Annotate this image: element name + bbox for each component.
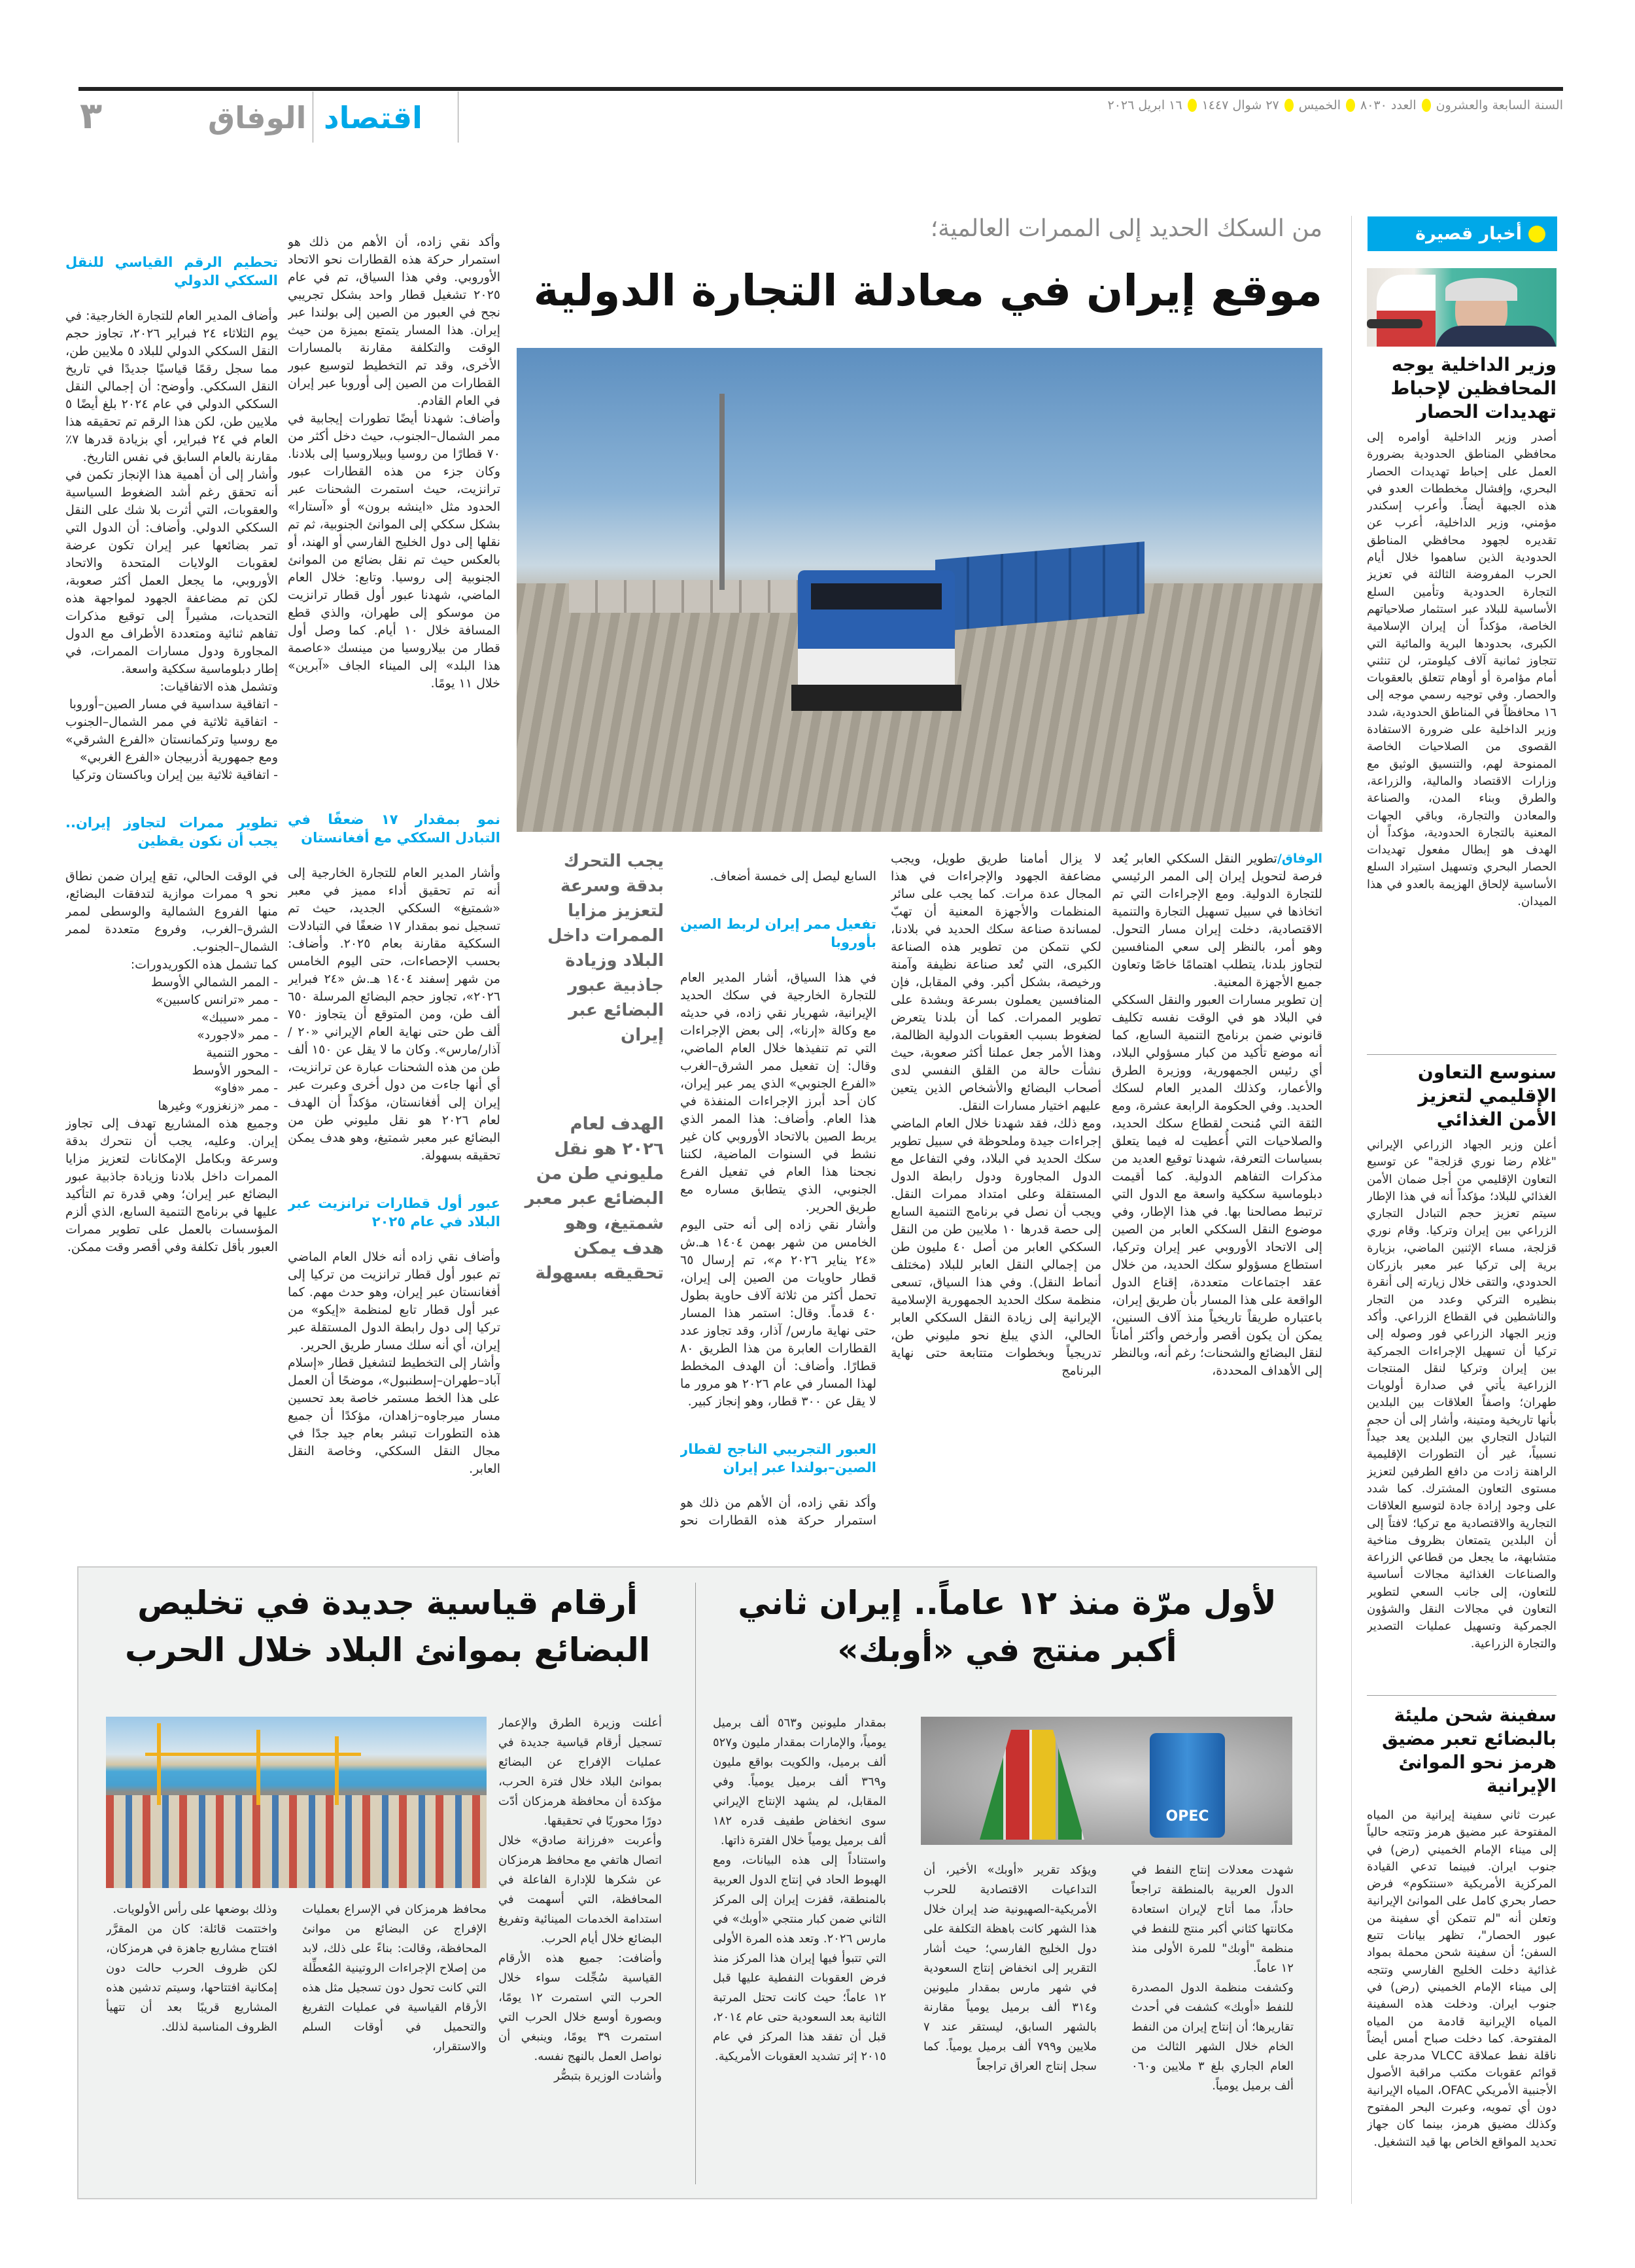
ports-column: محافظ هرمزكان في الإسراع بعمليات الإفراج عن البضائع من موانئ المحافظة، وقالت: بناءً على ذلك، لابد من إصلاح الإجراءات الروتينية المُعطِّلة التي كانت تحول دون تسجيل مثل هذه الأرقام القياسية في عمليات التفريغ والتحميل في أوقات السلم والاستقرار،: [302, 1902, 487, 2053]
meta-date: ١٦ ابريل ٢٠٢٦: [1107, 98, 1182, 112]
meta-year: السنة السابعة والعشرون: [1436, 98, 1563, 112]
pull-quote: يجب التحرك بدقة وسرعة لتعزيز مزايا الممرات داخل البلاد وزيادة جاذبية عبور البضائع عبر إيران: [547, 851, 664, 1045]
byline: الوفاق/: [1277, 851, 1322, 866]
news-body: أعلن وزير الجهاد الزراعي الإيراني "غلام رضا نوري قزلجة" عن توسيع التعاون الإقليمي من أجل ضمان الأمن الغذائي للبلاد؛ مؤكداً أنه في هذا الإطار سيتم تعزيز حجم التبادل التجاري الزراعي بين إيران وتركيا. وقام نوري قزلجة، مساء الإثنين الماضي، بزيارة برية إلى تركيا عبر معبر بازركان الحدودي، والتقى خلال زيارته إلى أنقرة بنظيره التركي وعدد من التجار والناشطين في القطاع الزراعي. وأكد وزير الجهاد الزراعي فور وصوله إلى تركيا أن تسهيل الإجراءات الجمركية بين إيران وتركيا لنقل المنتجات الزراعية يأتي في صدارة أولويات طهران؛ واصفاً العلاقات بين البلدين بأنها تاريخية ومتينة، وأشار إلى أن حجم التبادل التجاري بين البلدين يعد جيداً نسبياً، غير أن التطورات الإقليمية الراهنة زادت من دافع الطرفين لتعزيز مستوى التعاون المشترك. كما شدد على وجود إرادة جادة لتوسيع العلاقات التجارية والاقتصادية مع تركيا؛ لافتاً إلى أن البلدين يتمتعان بظروف مناخية متشابهة، ما يجعل من قطاعي الزراعة والصناعات الغذائية مجالات أساسية للتعاون، إلى جانب السعي لتطوير التعاون في مجالات النقل والشؤون الجمركية وتسهيل عمليات التصدير والتجارة الزراعية.: [1367, 1138, 1557, 1651]
column-text: السابع ليصل إلى خمسة أضعاف.: [710, 869, 876, 884]
column-text: تطوير النقل السككي العابر يُعد فرصة لتحويل إيران إلى الممر الرئيسي للتجارة الدولية. ومع الإجراءات التي تم اتخاذها في سبيل تسهيل التجارة والتنمية الاقتصادية، دخلت إيران مسار التحول. وهو أمر، بالنظر إلى سعي المنافسين لتجاوز بلدنا، يتطلب اهتمامًا خاصًا وتعاون جميع الأجهزة المعنية. إن تطوير مسارات العبور والنقل السككي في البلاد هو في الوقت نفسه تكليف قانوني ضمن برنامج التنمية السابع، كما أنه موضع تأكيد من كبار مسؤولي البلاد، أي رئيس الجمهورية، ووزيرة الطرق والأعمار، وكذلك المدير العام لسكك الحديد. وفي الحكومة الرابعة عشرة، ومع الثقة التي مُنحت لقطاع سكك الحديد، والصلاحيات التي أُعطيت له فيما يتعلق بسياسات التعرفة، شهدنا توقيع العديد من مذكرات التفاهم الدولية. كما أقيمت دبلوماسية سككية واسعة مع الدول التي ترتبط مصالحنا بها. في هذا الإطار، وفي موضوع النقل السككي العابر من الصين إلى الاتحاد الأوروبي عبر إيران وتركيا، استطاع مسؤولو سكك الحديد، من خلال عقد اجتماعات متعددة، إقناع الدول الواقعة على هذا المسار بأن طريق إيران، باعتباره طريقاً تاريخياً منذ آلاف السنين، يمكن أن يكون أقصر وأرخص وأكثر أماناً لنقل البضائع والشحنات؛ رغم أنه، وبالنظر إلى الأهداف المحددة،: [1112, 851, 1322, 1378]
issue-meta: [1108, 98, 1563, 112]
section-text: وأكد نقي زاده، أن الأهم من ذلك هو استمرار حركة هذه القطارات نحو الاتحاد الأوروبي. وفي هذا السياق، تم في عام ٢٠٢٥ تشغيل قطار واحد بشكل تجريبي نجح في العبور من الصين إلى بولندا عبر إيران. هذا المسار يتمتع بميزة من حيث الوقت والتكلفة مقارنة بالمسارات الأخرى، وقد تم التخطيط لتوسيع عبور القطارات من الصين إلى أوروبا عبر إيران في العام القادم. وأضاف: شهدنا أيضًا تطورات إيجابية في ممر الشمال–الجنوب، حيث دخل أكثر من ٧٠ قطارًا من روسيا وبيلاروسيا إلى بلادنا. وكان جزء من هذه القطارات عبور ترانزيت، حيث استمرت الشحنات عبر الحدود مثل «اينشه برون» أو «آستارا» بشكل سككي إلى الموانئ الجنوبية، ثم تم نقلها إلى دول الخليج الفارسي أو الهند، أو بالعكس حيث تم نقل بضائع من الموانئ الجنوبية إلى روسيا. وتابع: خلال العام الماضي، شهدنا عبور أول قطار ترانزيت من موسكو إلى طهران، والذي قطع المسافة خلال ١٠ أيام. كما وصل أول قطار من بيلاروسيا من مينسك «عاصمة هذا البلد» إلى الميناء الجاف «آبرين» خلال ١١ يومًا.: [288, 235, 500, 691]
meta-day: الخميس: [1298, 98, 1341, 112]
article-column: [65, 216, 278, 1550]
news-item: [1367, 1704, 1557, 2197]
section-text: وأكد نقي زاده، أن الأهم من ذلك هو استمرار حركة هذه القطارات نحو: [680, 1496, 876, 1528]
panel-divider: [695, 1583, 696, 2184]
news-divider: [1367, 1054, 1557, 1055]
article-column: [288, 216, 500, 1550]
sidebar-divider: [1351, 216, 1352, 2204]
section-text: وأضاف نقي زاده أنه خلال العام الماضي تم عبور أول قطار ترانزيت من تركيا إلى أفغانستان عبر إيران، وهو حدث مهم. كما عبر أول قطار تابع لمنظمة «إيكو» من تركيا إلى دول رابطة الدول المستقلة عبر إيران، أي أنه سلك مسار طريق الحرير. وأشار إلى التخطيط لتشغيل قطار «إسلام آباد–طهران–إسطنبول»، موضحًا أن العمل على هذا الخط مستمر خاصة بعد تحسين مسار ميرجاوه–زاهدان، مؤكدًا أن جميع هذه التطورات تبشر بعام جيد جدًا في مجال النقل السككي، وخاصة النقل العابر.: [288, 1250, 500, 1476]
dot-icon: [1284, 99, 1294, 112]
pull-quote: الهدف لعام ٢٠٢٦ هو نقل مليوني طن من البضائع عبر معبر شمتيغ، وهو هدف يمكن تحقيقه بسهولة: [525, 1114, 664, 1283]
opec-barrels-photo: [921, 1717, 1292, 1845]
short-news-box: [1368, 216, 1557, 251]
meta-hijri: ٢٧ شوال ١٤٤٧: [1201, 98, 1279, 112]
section-text: وأضاف المدير العام للتجارة الخارجية: في يوم الثلاثاء ٢٤ فبراير ٢٠٢٦، تجاوز حجم النقل السككي الدولي للبلاد ٥ ملايين طن، مما سجل رقمًا قياسيًا جديدًا في تاريخ النقل السككي. وأوضح: أن إجمالي النقل السككي الدولي في عام ٢٠٢٤ بلغ أيضًا ٥ ملايين طن، لكن هذا الرقم تم تحقيقه هذا العام في ٢٤ فبراير، أي بزيادة قدرها ٧٪ مقارنة بالعام السابق في نفس التاريخ. وأشار إلى أن أهمية هذا الإنجاز تكمن في أنه تحقق رغم أشد الضغوط السياسية والعقوبات، التي أثرت بلا شك على النقل السككي الدولي. وأضاف: أن الدول التي تمر بضائعها عبر إيران تكون عرضة لعقوبات الولايات المتحدة والاتحاد الأوروبي، ما يجعل العمل أكثر صعوبة، لكن تم مضاعفة الجهود لمواجهة هذه التحديات، مشيراً إلى توقيع مذكرات تفاهم ثنائية ومتعددة الأطراف مع الدول المجاورة ودول مسارات الممرات، في إطار دبلوماسية سككية واسعة. وتشمل هذه الاتفاقيات: - اتفاقية سداسية في مسار الصين–أوروبا - اتفاقية ثلاثية في ممر الشمال–الجنوب مع روسيا وتركمانستان «الفرع الشرقي» ومع جمهورية أذربيجان «الفرع الغربي» - اتفاقية ثلاثية بين إيران وباكستان وتركيا: [65, 309, 278, 782]
article-title[interactable]: موقع إيران في معادلة التجارة الدولية: [533, 266, 1322, 316]
opec-barrel: [1150, 1733, 1225, 1838]
news-divider: [1367, 1695, 1557, 1696]
page-number: ٣: [80, 95, 103, 137]
news-body: أصدر وزير الداخلية أوامره إلى محافظي المناطق الحدودية بضرورة العمل على إحباط تهديدات الحصار البحري، وإفشال مخططات العدو في هذه الجبهة أيضاً. وأعرب إسكندر مؤمني، وزير الداخلية، أعرب عن تقديره لجهود محافظي المناطق الحدودية الذين ساهموا خلال أيام الحرب المفروضة الثالثة في تعزيز التجارة الحدودية وتأمين السلع الأساسية للبلاد عبر استثمار صلاحياتهم الخاصة، مؤكداً أن إيران الإسلامية الكبرى، بحدودها البرية والمائية التي تتجاوز ثمانية آلاف كيلومتر، لن تنثني أمام مؤامرة أو أوهام تتعلق بالعقوبات والحصار. وفي توجيه رسمي موجه إلى ١٦ محافظاً في المناطق الحدودية، شدد وزير الداخلية على ضرورة الاستفادة القصوى من الصلاحيات الخاصة الممنوحة لهم، والتنسيق الوثيق مع وزارات الاقتصاد والمالية، والزراعة، والطرق وبناء المدن، والصناعة والمعادن والتجارة، وباقي الجهات المعنية بالتجارة الحدودية، مؤكداً أن الهدف هو إبطال مفعول تهديدات الحصار البحري وتسهيل استيراد السلع الأساسية لإلحاق الهزيمة بالعدو في هذا الميدان.: [1367, 430, 1557, 909]
news-item: [1367, 1061, 1557, 1690]
opec-headline[interactable]: لأول مرّة منذ ١٢ عاماً.. إيران ثاني أكبر منتج في «أوبك»: [738, 1584, 1277, 1669]
article-column: [1112, 850, 1322, 1550]
train-photo: [517, 348, 1322, 832]
article-kicker: من السكك الحديد إلى الممرات العالمية؛: [930, 215, 1322, 242]
newspaper-logo: الوفاق: [208, 100, 307, 135]
subheading: تطوير ممرات لتجاوز إيران.. يجب أن نكون يقظين: [65, 815, 278, 849]
short-news-title: أخبار قصيرة: [1415, 224, 1522, 244]
news-item: [1367, 353, 1557, 1048]
ports-column: أعلنت وزيرة الطرق والإعمار تسجيل أرقام قياسية جديدة في عمليات الإفراج عن البضائع بموانئ البلاد خلال فترة الحرب، مؤكدة أن محافظة هرمزكان أدّت دورًا محوريًا في تحقيقها. وأعربت «فرزانة صادق» خلال اتصال هاتفي مع محافظ هرمزكان عن شكرها للإدارة الفاعلة في المحافظة، التي أسهمت في استدامة الخدمات المينائية وتفريغ البضائع خلال أيام الحرب. وأضافت: جميع هذه الأرقام القياسية سُجِّلت سواء خلال الحرب التي استمرت ١٢ يومًا، وبصورة أوسع خلال الحرب التي استمرت ٣٩ يومًا، وينبغي أن نواصل العمل بالنهج نفسه. وأشادت الوزيرة بتبصُّر: [498, 1716, 662, 2083]
news-body: عبرت ثاني سفينة إيرانية من المياه المفتوحة عبر مضيق هرمز وتتجه حالياً إلى ميناء الإمام الخميني (رض) في جنوب ايران. فبينما تدعي القيادة المركزية الأمريكية «سنتكوم» فرض حصار بحري كامل على الموانئ الإيرانية وتعلن أنه "لم تتمكن أي سفينة من عبور الحصار"، تظهر بيانات تتبع السفن؛ أن سفينة شحن محملة بمواد غذائية دخلت الخليج الفارسي وتتجه إلى ميناء الإمام الخميني (رض) في جنوب ايران. ودخلت هذه السفينة المياه الإيرانية قادمة من المياه المفتوحة. كما دخلت صباح أمس أيضاً ناقلة نفط عملاقة VLCC مدرجة على قوائم عقوبات مكتب مراقبة الأصول الأجنبية الأمريكي OFAC، المياه الإيرانية دون أي تمويه، وعبرت البحر المفتوح وكذلك مضيق هرمز، بينما كان جهاز تحديد المواقع الخاص بها قيد التشغيل.: [1367, 1808, 1557, 2149]
subheading: نمو بمقدار ١٧ ضعفًا في التبادل السككي مع أفغانستان: [288, 812, 500, 846]
subheading: تفعيل ممر إيران لربط الصين بأوروبا: [680, 916, 876, 950]
opec-column: شهدت معدلات إنتاج النفط في الدول العربية بالمنطقة تراجعاً حاداً، مما أتاح لإيران استعادة مكانتها كثاني أكبر منتج للنفط في منظمة "أوبك" للمرة الأولى منذ ١٢ عاماً. وكشفت منظمة الدول المصدرة للنفط «أوبك» كشفت في أحدث تقاريرها؛ أن إنتاج إيران من النفط الخام خلال الشهر الثالث من العام الجاري بلغ ٣ ملايين و٠٦٠ ألف برميل يومياً.: [1131, 1863, 1294, 2093]
section-title: اقتصاد: [324, 100, 422, 135]
opec-label: OPEC: [1165, 1808, 1209, 1825]
port-cranes-photo: [106, 1717, 487, 1888]
news-headline[interactable]: سفينة شحن مليئة بالبضائع تعبر مضيق هرمز نحو الموانئ الإيرانية: [1382, 1704, 1557, 1796]
ports-column: وذلك بوضعها على رأس الأولويات. واختتمت قائلة: كان من المقرَّر افتتاح مشاريع جاهزة في هرمزكان، لكن ظروف الحرب حالت دون إمكانية افتتاحها، وسيتم تدشين هذه المشاريع قريبًا بعد أن تتهيأ الظروف المناسبة لذلك.: [106, 1902, 277, 2034]
article-column: لا يزال أمامنا طريق طويل، ويجب مضاعفة الجهود والإجراءات في هذا المجال عدة مرات. كما يجب على سائر المنظمات والأجهزة المعنية أن تهبّ لمساندة صناعة سكك الحديد في بلادنا، لكي نتمكن من تطوير هذه الصناعة الكبرى، التي تُعد صناعة نظيفة وآمنة ورخيصة، بشكل أكبر. وفي المقابل، فإن المنافسين يعملون بسرعة وبشدة على تطوير الممرات. كما أن بلدنا يتعرض لضغوط بسبب العقوبات الدولية الظالمة، وهذا الأمر جعل عملنا أكثر صعوبة، حيث نشأت حالة من القلق النفسي لدى أصحاب البضائع والأشخاص الذين يتعين عليهم اختيار مسارات النقل. ومع ذلك، فقد شهدنا خلال العام الماضي إجراءات جيدة وملحوظة في سبيل تطوير سكك الحديد في البلاد، وفي التفاعل مع الدول المجاورة ودول رابطة الدول المستقلة وعلى امتداد ممرات النقل. ويجب أن نصل في برنامج التنمية السابع إلى حصة قدرها ١٠ ملايين طن من النقل السككي العابر من أصل ٤٠ مليون طن من إجمالي النقل العابر للبلاد (مختلف أنماط النقل). وفي هذا السياق، تسعى منظمة سكك الحديد الجمهورية الإسلامية الإيرانية إلى زيادة النقل السككي العابر الحالي، الذي يبلغ نحو مليوني طن، تدريجياً وبخطوات متتابعة حتى نهاية البرنامج: [891, 851, 1101, 1378]
subheading: عبور أول قطارات ترانزيت عبر البلاد في عام ٢٠٢٥: [288, 1195, 500, 1229]
section-text: في الوقت الحالي، تقع إيران ضمن نطاق نحو ٩ ممرات موازية لتدفقات البضائع، منها الفروع الشمالية والوسطى لممر الشرق–الغرب، وفروع متعددة لممر الشمال–الجنوب. كما تشمل هذه الكوريدورات: - الممر الشمالي الأوسط - ممر «ترانس كاسبين» - ممر «سيبك» - ممر «لاجورد» - محور التنمية - المحور الأوسط - ممر «فاو» - ممر «زنغزور» وغيرها وجميع هذه المشاريع تهدف إلى تجاوز إيران. وعليه، يجب أن نتحرك بدقة وسرعة وبكامل الإمكانات لتعزيز مزايا الممرات داخل بلادنا وزيادة جاذبية عبور البضائع عبر إيران؛ وهي قدرة تم التأكيد عليها في برنامج التنمية السابع، الذي ألزم المؤسسات بالعمل على تطوير ممرات العبور بأقل تكلفة وفي أقصر وقت ممكن.: [65, 869, 278, 1254]
meta-issue: العدد ٨٠٣٠: [1360, 98, 1417, 112]
subheading: تحطيم الرقم القياسي للنقل السككي الدولي: [65, 254, 278, 288]
article-column: [680, 850, 876, 1550]
dot-icon: [1422, 99, 1431, 112]
dot-icon: [1346, 99, 1355, 112]
news-headline[interactable]: وزير الداخلية يوجه المحافظين لإحباط تهديدات الحصار: [1390, 354, 1557, 422]
subheading: العبور التجريبي الناجح لقطار الصين–بولندا عبر إيران: [680, 1441, 876, 1475]
opec-column: ويؤكد تقرير «أوبك» الأخير، أن التداعيات الاقتصادية للحرب الأمريكية-الصهيونية ضد إيران خلال هذا الشهر كانت باهظة التكلفة على دول الخليج الفارسي؛ حيث أشار التقرير إلى انخفاض إنتاج السعودية في شهر مارس بمقدار مليونين و٣١٤ ألف برميل يومياً مقارنة بالشهر السابق، ليستقر عند ٧ ملايين و٧٩٩ ألف برميل يومياً. كما سجل إنتاج العراق تراجعاً: [923, 1863, 1097, 2073]
news-headline[interactable]: سنوسع التعاون الإقليمي لتعزيز الأمن الغذائي: [1417, 1061, 1557, 1130]
dot-icon: [1528, 226, 1545, 243]
minister-photo: [1367, 268, 1557, 347]
opec-column: بمقدار مليونين و٥٦٣ ألف برميل يومياً، والإمارات بمقدار مليون و٥٢٧ ألف برميل، والكويت بواقع مليون و٣٦٩ ألف برميل يومياً. وفي المقابل، لم يشهد الإنتاج الإيراني سوى انخفاض طفيف قدره ١٨٢ ألف برميل يومياً خلال الفترة ذاتها. واستناداً إلى هذه البيانات، ومع الهبوط الحاد في إنتاج الدول العربية بالمنطقة، قفزت إيران إلى المركز الثاني ضمن كبار منتجي «أوبك» في مارس ٢٠٢٦. وتعد هذه المرة الأولى التي تتبوأ فيها إيران هذا المركز منذ فرض العقوبات النفطية عليها قبل ١٢ عاماً؛ حيث كانت تحتل المرتبة الثانية بعد السعودية حتى عام ٢٠١٤، قبل أن تفقد هذا المركز في عام ٢٠١٥ إثر تشديد العقوبات الأمريكية.: [713, 1716, 886, 2063]
ports-headline[interactable]: أرقام قياسية جديدة في تخليص البضائع بموانئ البلاد خلال الحرب: [125, 1584, 650, 1669]
section-text: في هذا السياق، أشار المدير العام للتجارة الخارجية في سكك الحديد الإيرانية، شهريار نقي زاده، في حديثه مع وكالة «إرنا»، إلى بعض الإجراءات التي تم تنفيذها خلال العام الماضي، وقال: إن تفعيل ممر الشرق–الغرب «الفرع الجنوبي» الذي يمر عبر إيران، كان أحد أبرز الإجراءات المنفذة في هذا العام. وأضاف: هذا الممر الذي يربط الصين بالاتحاد الأوروبي كان غير نشط في السنوات الماضية، لكننا نجحنا هذا العام في تفعيل الفرع الجنوبي، الذي يتطابق مساره مع طريق الحرير. وأشار نقي زاده إلى أنه حتى اليوم الخامس من شهر بهمن ١٤٠٤ هـ.ش «٢٤ يناير ٢٠٢٦ م»، تم إرسال ٦٥ قطار حاويات من الصين إلى إيران، تحمل أكثر من ثلاثة آلاف حاوية بطول ٤٠ قدماً. وقال: استمر هذا المسار حتى نهاية مارس/ آذار، وقد تجاوز عدد القطارات العابرة من هذا الطريق ٨٠ قطارًا. وأضاف: أن الهدف المخطط لهذا المسار في عام ٢٠٢٦ هو مرور ما لا يقل عن ٣٠٠ قطار، وهو إنجاز كبير.: [680, 971, 876, 1409]
section-text: وأشار المدير العام للتجارة الخارجية إلى أنه تم تحقيق أداء مميز في معبر «شمتيغ» السككي الجديد، حيث تم تسجيل نمو بمقدار ١٧ ضعفًا في التبادلات السككية مقارنة بعام ٢٠٢٥. وأضاف: بحسب الإحصاءات، حتى اليوم الخامس من شهر إسفند ١٤٠٤ هـ.ش «٢٤ فبراير ٢٠٢٦»، تجاوز حجم البضائع المرسلة ٦٥٠ ألف طن، ومن المتوقع أن يتجاوز ٧٥٠ ألف طن حتى نهاية العام الإيراني «٢٠ / آذار/مارس». وكان ما لا يقل عن ١٥٠ ألف طن من هذه الشحنات عبارة عن ترانزيت، أي أنها جاءت من دول أخرى وعبرت عبر إيران إلى أفغانستان، مؤكداً أن الهدف لعام ٢٠٢٦ هو نقل مليوني طن من البضائع عبر معبر شمتيغ، وهو هدف يمكن تحقيقه بسهولة.: [288, 866, 500, 1163]
header-rule: [78, 87, 1563, 91]
dot-icon: [1188, 99, 1197, 112]
